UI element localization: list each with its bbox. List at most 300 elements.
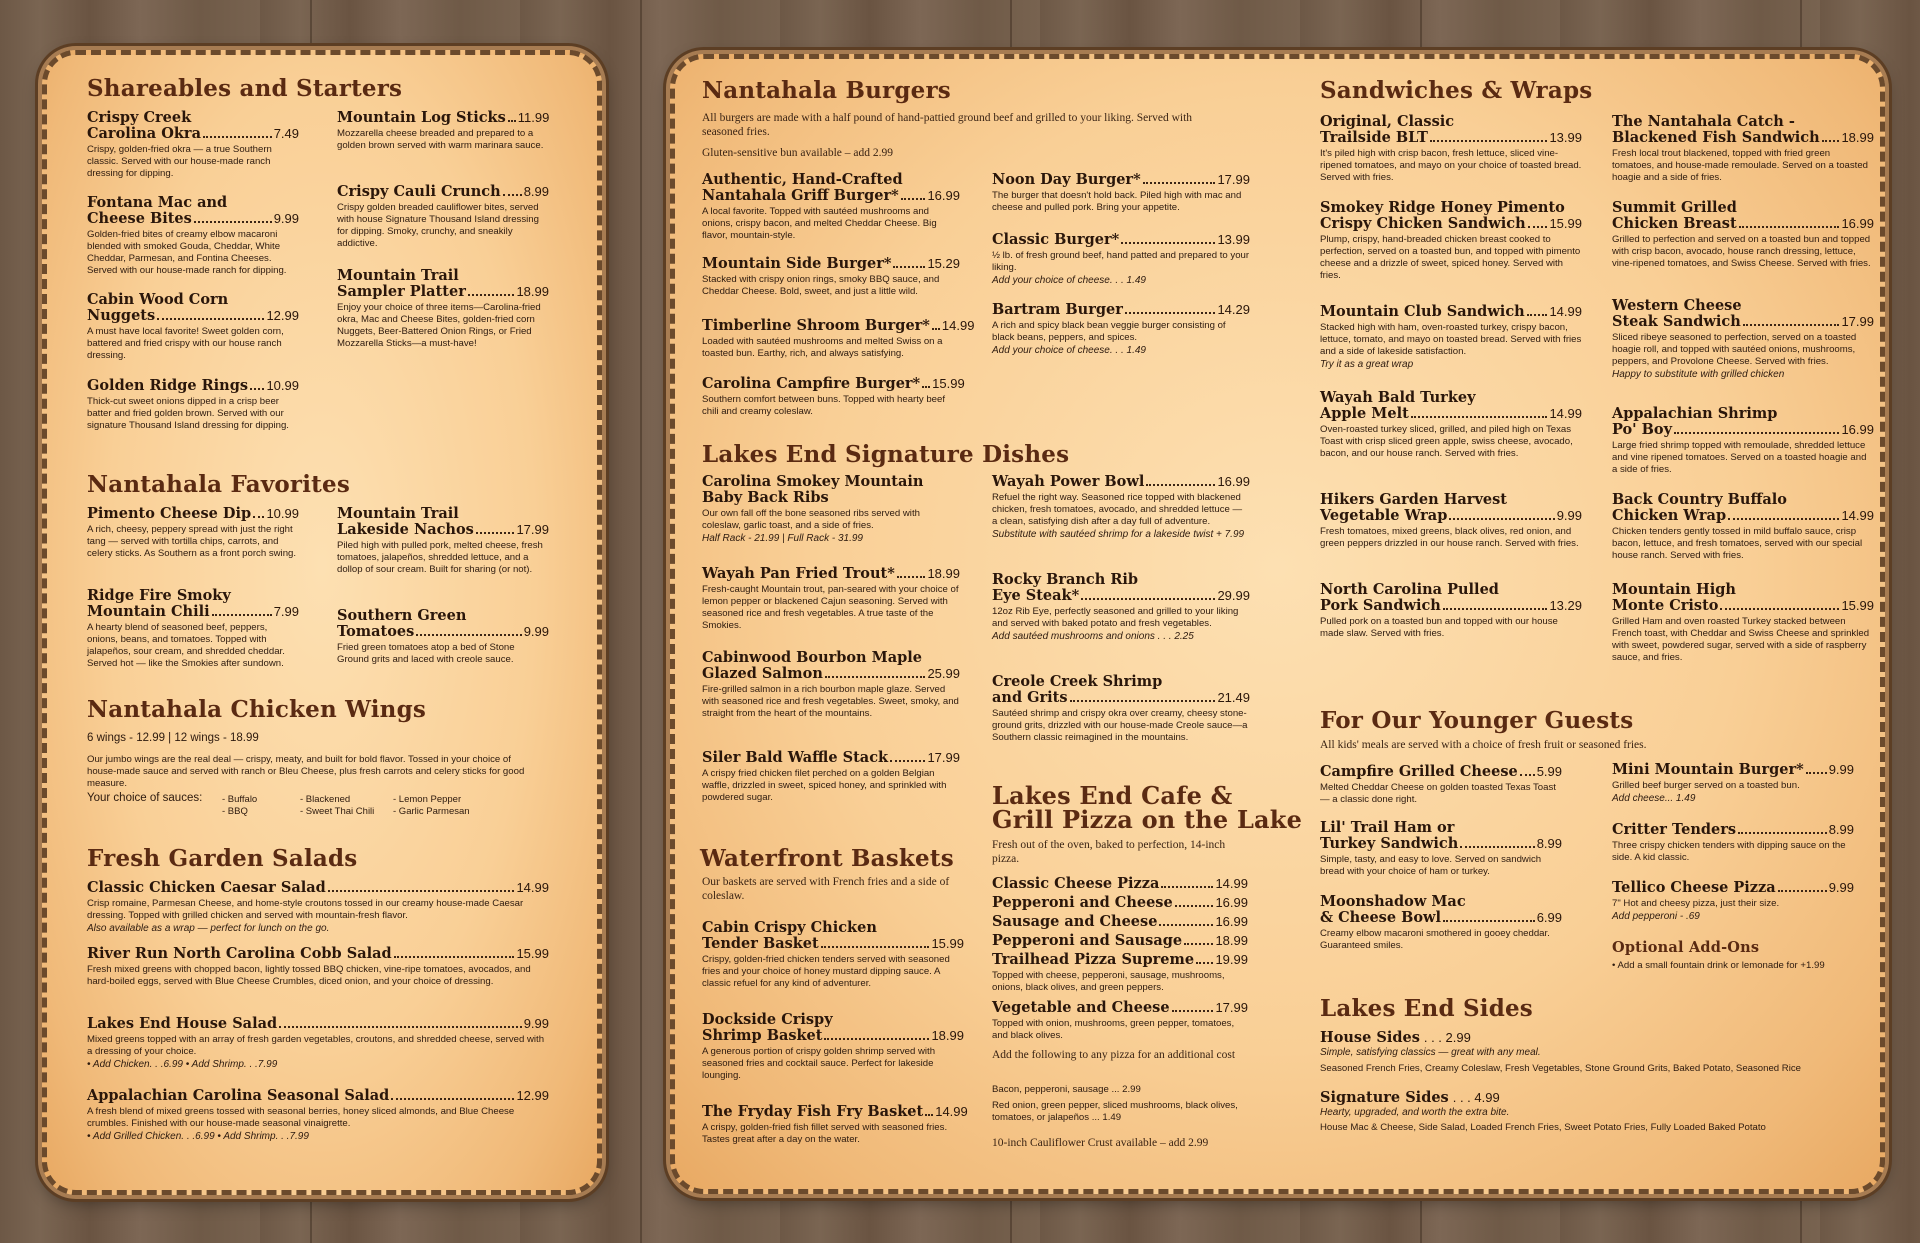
menu-item-shareable[interactable] (337, 268, 549, 350)
item-name-line (702, 474, 960, 490)
item-name: Vegetable Wrap (1320, 507, 1448, 524)
item-price: 16.99 (1215, 895, 1248, 910)
item-name-row (87, 604, 299, 620)
item-name: Baby Back Ribs (702, 489, 829, 506)
section-title-kids: For Our Younger Guests (1320, 707, 1634, 734)
burgers-intro: All burgers are made with a half pound of hand-pattied ground beef and grilled to your liking. Served with seasoned fries. (702, 112, 1193, 138)
item-name-line (1320, 894, 1562, 910)
leader-dots (1449, 518, 1554, 520)
menu-item-burger[interactable] (992, 232, 1250, 286)
item-price: 9.99 (1828, 880, 1854, 895)
item-name: Cabin Crispy Chicken (702, 919, 877, 936)
leader-dots (391, 1098, 514, 1100)
item-name-row (87, 378, 299, 394)
item-name: North Carolina Pulled (1320, 581, 1499, 598)
item-price: 17.99 (1841, 314, 1874, 329)
menu-item-shareable[interactable] (87, 378, 299, 432)
item-name: Trailside BLT (1320, 129, 1428, 146)
menu-item-pizza[interactable] (992, 952, 1248, 994)
menu-item-pizza[interactable] (992, 933, 1248, 949)
item-name: Classic Burger* (992, 231, 1120, 248)
item-price: 17.99 (516, 522, 549, 537)
leader-dots (1778, 890, 1827, 892)
item-name-row (1612, 130, 1874, 146)
section-title-wings: Nantahala Chicken Wings (87, 696, 427, 723)
item-name-line (337, 268, 549, 284)
item-name: Ridge Fire Smoky (87, 587, 231, 604)
leader-dots (1528, 226, 1548, 228)
item-price: 18.99 (927, 566, 960, 581)
item-description: Pulled pork on a toasted bun and topped with our house made slaw. Served with fries. (1320, 616, 1558, 639)
item-name: Noon Day Burger* (992, 171, 1141, 188)
item-description: It's piled high with crisp bacon, fresh lettuce, sliced vine-ripened tomatoes, and mayo on your choice of toasted bread. Served with fries. (1320, 148, 1582, 183)
item-price: 21.49 (1217, 690, 1250, 705)
item-description: Fresh-caught Mountain trout, pan-seared with your choice of lemon pepper or blackened Cajun seasoning. Served with seasoned rice and fresh vegetables. A true taste of the Smokies. (702, 584, 959, 631)
item-price: 15.29 (927, 256, 960, 271)
item-name-row (87, 1016, 549, 1032)
item-price: 16.99 (1217, 474, 1250, 489)
section-title-signature: Lakes End Signature Dishes (702, 441, 1070, 468)
item-price: 14.99 (941, 318, 975, 333)
leader-dots (824, 1038, 929, 1040)
item-name: Cabin Wood Corn (87, 291, 229, 308)
leader-dots (503, 194, 522, 196)
leader-dots (1411, 416, 1548, 418)
baskets-intro: Our baskets are served with French fries and a side of coleslaw. (702, 876, 950, 902)
leader-dots (1443, 920, 1535, 922)
item-price: 17.99 (1215, 1000, 1248, 1015)
item-price: 14.99 (1215, 876, 1248, 891)
leader-dots (1728, 518, 1839, 520)
item-name: Bartram Burger (992, 301, 1123, 318)
item-name-row (1320, 764, 1562, 780)
item-price: 5.99 (1536, 764, 1562, 779)
wood-plank-line (640, 0, 642, 1243)
item-description: A fresh blend of mixed greens tossed with seasonal berries, honey sliced almonds, and Blue Cheese crumbles. Finished with our house-made seasonal vinaigrette. (87, 1106, 515, 1129)
item-description: A must have local favorite! Sweet golden corn, battered and fried crispy with our house ranch dressing. (87, 326, 284, 361)
item-note: • Add Grilled Chicken. . .6.99 • Add Shrimp. . .7.99 (87, 1131, 309, 1142)
item-price: 17.99 (927, 750, 960, 765)
leader-dots (1527, 314, 1548, 316)
pizza-add-veggie: Red onion, green pepper, sliced mushrooms, black olives, tomatoes, or jalapeños ... 1.49 (992, 1100, 1238, 1123)
item-note: Half Rack - 21.99 | Full Rack - 31.99 (702, 533, 863, 544)
item-price: 10.99 (266, 506, 299, 521)
item-price: 14.29 (1217, 302, 1250, 317)
item-name: Apple Melt (1320, 405, 1409, 422)
item-name: Western Cheese (1612, 297, 1742, 314)
item-price: 9.99 (1828, 762, 1854, 777)
item-name-row (1320, 130, 1582, 146)
item-name-line (1612, 492, 1874, 508)
item-name-row (992, 474, 1250, 490)
item-price: 8.99 (1828, 822, 1854, 837)
item-name: Mountain Trail (337, 267, 459, 284)
leader-dots (279, 1026, 522, 1028)
item-description: Three crispy chicken tenders with dipping sauce on the side. A kid classic. (1612, 840, 1846, 863)
item-name-row (87, 1088, 549, 1104)
item-name: Pepperoni and Cheese (992, 894, 1173, 911)
item-name: Carolina Smokey Mountain (702, 473, 924, 490)
menu-item-salad[interactable] (87, 946, 549, 988)
menu-item-sandwich[interactable] (1612, 492, 1874, 562)
leader-dots (1460, 846, 1534, 848)
leader-dots (897, 576, 926, 578)
item-description: Plump, crispy, hand-breaded chicken breast cooked to perfection, served on a toasted bun, and topped with pimento cheese and a drizzle of sweet, spiced honey. Served with fries. (1320, 234, 1581, 281)
leader-dots (901, 198, 926, 200)
item-price: 18.99 (1215, 933, 1248, 948)
item-description: A rich, cheesy, peppery spread with just the right tang — served with tortilla chips, carrots, and celery sticks. As Southern as a front porch swing. (87, 524, 297, 559)
item-price: 6.99 (1536, 910, 1562, 925)
menu-item-salad[interactable] (87, 880, 549, 934)
item-name: Nuggets (87, 307, 156, 324)
item-name: Hikers Garden Harvest (1320, 491, 1507, 508)
item-name: Pimento Cheese Dip (87, 505, 252, 522)
item-price: 18.99 (516, 284, 549, 299)
menu-item-sandwich[interactable] (1320, 200, 1582, 282)
item-name: Siler Bald Waffle Stack (702, 749, 889, 766)
item-price: 14.99 (516, 880, 549, 895)
item-name: Appalachian Carolina Seasonal Salad (87, 1087, 390, 1104)
item-name-row (87, 880, 549, 896)
item-name-row (87, 211, 299, 227)
item-description: Topped with onion, mushrooms, green pepper, tomatoes, and black olives. (992, 1018, 1235, 1041)
item-price: 15.99 (516, 946, 549, 961)
leader-dots (1146, 484, 1215, 486)
item-price: 13.99 (1549, 130, 1582, 145)
leader-dots (212, 614, 272, 616)
item-price: 14.99 (935, 1104, 968, 1119)
menu-item-basket[interactable] (702, 1012, 964, 1082)
item-name: Dockside Crispy (702, 1011, 833, 1028)
item-name: Mountain Log Sticks (337, 109, 506, 126)
item-name-line (1320, 492, 1582, 508)
item-name: Mountain Trail (337, 505, 459, 522)
item-price: 15.99 (932, 376, 965, 391)
item-name-row (1612, 822, 1854, 838)
menu-item-basket[interactable] (702, 920, 964, 990)
item-name: Tellico Cheese Pizza (1612, 879, 1776, 896)
item-description: Grilled Ham and oven roasted Turkey stacked between French toast, with Cheddar and Swiss Cheese and sprinkled with sweet, powdered sugar, served with a side of raspberry sauce, and fries. (1612, 616, 1870, 663)
item-name: Wayah Bald Turkey (1320, 389, 1476, 406)
item-name-line (87, 110, 299, 126)
leader-dots (1196, 962, 1213, 964)
item-name: Golden Ridge Rings (87, 377, 249, 394)
item-name: Turkey Sandwich (1320, 835, 1459, 852)
leader-dots (250, 388, 264, 390)
menu-item-shareable[interactable] (87, 110, 299, 180)
menu-item-favorite[interactable] (337, 608, 549, 666)
menu-item-kids[interactable] (1320, 764, 1562, 806)
item-name-row (702, 666, 960, 682)
menu-item-kids[interactable] (1612, 822, 1854, 864)
item-name-line (992, 572, 1250, 588)
menu-item-signature[interactable] (992, 572, 1250, 642)
item-name: Lakeside Nachos (337, 521, 474, 538)
menu-item-basket[interactable] (702, 1103, 968, 1146)
item-note: • Add Chicken. . .6.99 • Add Shrimp. . .7.99 (87, 1059, 278, 1070)
menu-item-burger[interactable] (702, 172, 960, 242)
menu-item-kids[interactable] (1612, 762, 1854, 804)
item-note: Add pepperoni - .69 (1612, 911, 1700, 922)
leader-dots (890, 760, 925, 762)
item-description: Crisp romaine, Parmesan Cheese, and home-style croutons tossed in our creamy house-made Caesar dressing. Topped with grilled chicken and served with mountain-fresh flavor. (87, 898, 524, 921)
item-name: Creole Creek Shrimp (992, 673, 1163, 690)
leader-dots (932, 328, 940, 330)
item-name-row (992, 952, 1248, 968)
menu-item-sandwich[interactable] (1320, 390, 1582, 460)
item-price: 16.99 (1841, 422, 1874, 437)
item-name-row (702, 750, 960, 766)
item-name-line (702, 172, 960, 188)
item-name: The Nantahala Catch - (1612, 113, 1795, 130)
leader-dots (1121, 242, 1215, 244)
item-name-row (702, 375, 965, 392)
leader-dots (1172, 1010, 1214, 1012)
item-name-row (337, 184, 549, 200)
menu-item-kids[interactable] (1320, 820, 1562, 878)
menu-item-burger[interactable] (992, 302, 1250, 356)
item-name-row (1612, 216, 1874, 232)
item-price: 18.99 (1841, 130, 1874, 145)
item-name-row (337, 522, 549, 538)
item-name-row (1320, 508, 1582, 524)
menu-item-shareable[interactable] (87, 195, 299, 277)
item-name: Timberline Shroom Burger* (702, 317, 930, 334)
item-description: ½ lb. of fresh ground beef, hand patted and prepared to your liking. (992, 250, 1250, 273)
pizza-intro: Fresh out of the oven, baked to perfection, 14-inch pizza. (992, 839, 1226, 865)
section-title-pizza: Grill Pizza on the Lake (992, 805, 1303, 834)
menu-item-sandwich[interactable] (1320, 114, 1582, 184)
item-name: Sampler Platter (337, 283, 466, 300)
sauce-list: - Lemon Pepper - Garlic Parmesan (393, 794, 470, 817)
item-note: Happy to substitute with grilled chicken (1612, 369, 1785, 380)
pizza-add-meat: Bacon, pepperoni, sausage ... 2.99 (992, 1084, 1141, 1095)
menu-item-sandwich[interactable] (1320, 304, 1582, 370)
item-name-row (992, 933, 1248, 949)
item-price: 15.99 (931, 936, 964, 951)
item-name: and Grits (992, 689, 1068, 706)
menu-item-pizza[interactable] (992, 1000, 1248, 1042)
item-name-line (1320, 114, 1582, 130)
item-name-line (1320, 582, 1582, 598)
menu-item-burger[interactable] (992, 172, 1250, 214)
menu-item-signature[interactable] (702, 566, 960, 632)
menu-item-signature[interactable] (992, 474, 1250, 540)
item-description: Southern comfort between buns. Topped with hearty beef chili and creamy coleslaw. (702, 394, 946, 417)
menu-item-salad[interactable] (87, 1016, 549, 1070)
item-name: Trailhead Pizza Supreme (992, 951, 1195, 968)
leader-dots (1520, 774, 1535, 776)
leader-dots (1738, 832, 1827, 834)
item-name: Back Country Buffalo (1612, 491, 1787, 508)
item-name-row (1320, 304, 1582, 320)
section-title-salads: Fresh Garden Salads (87, 845, 358, 872)
item-name-row (1320, 406, 1582, 422)
item-name: Summit Grilled (1612, 199, 1737, 216)
menu-item-shareable[interactable] (337, 184, 549, 250)
menu-item-burger[interactable] (702, 256, 960, 298)
item-name: Moonshadow Mac (1320, 893, 1466, 910)
item-name-row (702, 936, 964, 952)
item-name-row (1612, 598, 1874, 614)
item-name-line (702, 920, 964, 936)
item-note: Try it as a great wrap (1320, 359, 1414, 370)
item-name: Cheese Bites (87, 210, 192, 227)
item-price: 16.99 (1215, 914, 1248, 929)
menu-item-signature[interactable] (702, 750, 960, 804)
menu-item-burger[interactable] (702, 375, 965, 418)
item-name-row (87, 506, 299, 522)
pizza-add-title: Add the following to any pizza for an additional cost (992, 1049, 1236, 1061)
menu-item-signature[interactable] (992, 674, 1250, 744)
item-name: Lil' Trail Ham or (1320, 819, 1455, 836)
item-description: Grilled beef burger served on a toasted bun. (1612, 780, 1800, 791)
pizza-crust-note: 10-inch Cauliflower Crust available – add 2.99 (992, 1137, 1209, 1149)
menu-item-favorite[interactable] (87, 588, 299, 670)
section-title-pizza: Lakes End Cafe & (992, 781, 1233, 810)
leader-dots (922, 386, 930, 388)
leader-dots (1159, 924, 1213, 926)
item-price: 7.99 (273, 604, 299, 619)
menu-item-burger[interactable] (702, 317, 975, 360)
menu-item-sandwich[interactable] (1320, 492, 1582, 550)
item-description: Refuel the right way. Seasoned rice topped with blackened chicken, fresh tomatoes, avocado, and shredded lettuce — a clean, satisfying dish after a day full of adventure. (992, 492, 1243, 527)
menu-item-shareable[interactable] (87, 292, 299, 362)
item-price: 9.99 (273, 211, 299, 226)
leader-dots (1430, 140, 1548, 142)
item-name-line (702, 1012, 964, 1028)
menu-item-salad[interactable] (87, 1088, 549, 1142)
item-price: . . . 4.99 (1452, 1090, 1500, 1105)
item-name-line (702, 650, 960, 666)
item-price: 15.99 (1841, 598, 1874, 613)
menu-item-pizza[interactable] (992, 914, 1248, 930)
item-name-row (702, 490, 960, 506)
item-name: Crispy Creek (87, 109, 192, 126)
menu-item-signature[interactable] (702, 650, 960, 720)
item-name-row (992, 876, 1248, 892)
item-name: & Cheese Bowl (1320, 909, 1442, 926)
item-name-line (992, 674, 1250, 690)
menu-item-signature[interactable] (702, 474, 960, 544)
sauce-list: - Blackened - Sweet Thai Chili (300, 794, 375, 817)
item-name-row (1612, 880, 1854, 896)
menu-item-sandwich[interactable] (1612, 114, 1874, 184)
item-price: 19.99 (1215, 952, 1248, 967)
item-description: Chicken tenders gently tossed in mild buffalo sauce, crisp bacon, lettuce, and fresh tomatoes, served with our special house ranch. Served with fries. (1612, 526, 1863, 561)
item-note: Also available as a wrap — perfect for lunch on the go. (87, 923, 330, 934)
section-title-favorites: Nantahala Favorites (87, 471, 350, 498)
item-name-row (337, 284, 549, 300)
item-description: A rich and spicy black bean veggie burger consisting of black beans, peppers, and spices. (992, 320, 1226, 343)
item-name: Lakes End House Salad (87, 1015, 278, 1032)
item-description: Golden-fried bites of creamy elbow macaroni blended with smoked Gouda, Cheddar, White Cheddar, Parmesan, and Fontina Cheeses. Served with our house-made ranch for dipping. (87, 229, 287, 276)
item-name-line (1320, 820, 1562, 836)
item-name: Carolina Campfire Burger* (702, 375, 921, 392)
item-name: Tomatoes (337, 623, 415, 640)
item-price: 16.99 (927, 188, 960, 203)
menu-item-kids[interactable] (1320, 894, 1562, 952)
item-note: Add sautéed mushrooms and onions . . . 2.25 (992, 631, 1194, 642)
item-name: Blackened Fish Sandwich (1612, 129, 1820, 146)
leader-dots (1143, 182, 1216, 184)
item-description: Fresh local trout blackened, topped with fried green tomatoes, and house-made remoulade. Served on a toasted hoagie and a side of fries. (1612, 148, 1868, 183)
item-description: Mozzarella cheese breaded and prepared to a golden brown served with warm marinara sauce. (337, 128, 544, 151)
item-name-row (992, 302, 1250, 318)
item-note: Add your choice of cheese. . . 1.49 (992, 275, 1146, 286)
leader-dots (1806, 772, 1827, 774)
menu-item-sandwich[interactable] (1320, 582, 1582, 640)
menu-item-sandwich[interactable] (1612, 582, 1874, 664)
menu-item-signature-sides[interactable] (1320, 1090, 1840, 1134)
item-note: Substitute with sautéed shrimp for a lakeside twist + 7.99 (992, 529, 1245, 540)
menu-item-sandwich[interactable] (1612, 406, 1874, 476)
menu-item-favorite[interactable] (87, 506, 299, 560)
item-name-row (1612, 314, 1874, 330)
item-name-row (992, 914, 1248, 930)
menu-item-shareable[interactable] (337, 110, 549, 152)
item-price: 17.99 (1217, 172, 1250, 187)
menu-item-house-sides[interactable] (1320, 1030, 1840, 1075)
item-name: Steak Sandwich (1612, 313, 1741, 330)
item-name-row (992, 895, 1248, 911)
item-name-line (337, 506, 549, 522)
menu-item-pizza[interactable] (992, 876, 1248, 892)
item-description: 12oz Rib Eye, perfectly seasoned and grilled to your liking and served with baked potato and fresh vegetables. (992, 606, 1239, 629)
addons-text: • Add a small fountain drink or lemonade for +1.99 (1612, 960, 1825, 971)
item-name: Fontana Mac and (87, 194, 228, 211)
item-name-line (1320, 200, 1582, 216)
item-name: Original, Classic (1320, 113, 1455, 130)
item-name: Classic Cheese Pizza (992, 875, 1160, 892)
item-name-row (1320, 1090, 1840, 1106)
item-name-row (1320, 836, 1562, 852)
addons-title: Optional Add-Ons (1612, 939, 1760, 956)
item-price: 9.99 (523, 624, 549, 639)
section-title-shareables: Shareables and Starters (87, 75, 403, 102)
sauce-list: - Buffalo - BBQ (222, 794, 258, 817)
item-description: Our own fall off the bone seasoned ribs served with coleslaw, garlic toast, and a side of fries. (702, 508, 920, 531)
item-description: Crispy, golden-fried okra — a true Southern classic. Served with our house-made ranch dressing for dipping. (87, 144, 272, 179)
item-price: 14.99 (1549, 304, 1582, 319)
item-note: Hearty, upgraded, and worth the extra bite. (1320, 1107, 1510, 1118)
item-name: Carolina Okra (87, 125, 201, 142)
leader-dots (194, 221, 272, 223)
item-description: Fire-grilled salmon in a rich bourbon maple glaze. Served with seasoned rice and fresh vegetables. Sweet, smoky, and straight from the heart of the mountains. (702, 684, 959, 719)
item-name-line (337, 608, 549, 624)
item-name-row (337, 624, 549, 640)
item-name-line (1612, 582, 1874, 598)
item-name: Po' Boy (1612, 421, 1673, 438)
item-price: 9.99 (1556, 508, 1582, 523)
menu-item-kids[interactable] (1612, 880, 1854, 922)
item-name: Tender Basket (702, 935, 819, 952)
item-description: Large fried shrimp topped with remoulade, shredded lettuce and vine ripened tomatoes. Served on a toasted hoagie and a side of fries. (1612, 440, 1867, 475)
leader-dots (468, 294, 515, 296)
item-description: Stacked with crispy onion rings, smoky BBQ sauce, and Cheddar Cheese. Bold, sweet, and just a little wild. (702, 274, 940, 297)
menu-item-sandwich[interactable] (1612, 200, 1874, 270)
menu-item-sandwich[interactable] (1612, 298, 1874, 380)
item-name: Shrimp Basket (702, 1027, 823, 1044)
section-title-sandwiches: Sandwiches & Wraps (1320, 77, 1593, 104)
item-name-row (992, 232, 1250, 248)
item-description: Thick-cut sweet onions dipped in a crisp beer batter and fried golden brown. Served with our signature Thousand Island dressing for dipping. (87, 396, 289, 431)
menu-item-favorite[interactable] (337, 506, 549, 576)
item-note: Simple, satisfying classics — great with any meal. (1320, 1047, 1541, 1058)
item-name-row (992, 172, 1250, 188)
menu-item-pizza[interactable] (992, 895, 1248, 911)
item-description: Grilled to perfection and served on a toasted bun and topped with crisp bacon, avocado, house ranch dressing, lettuce, vine-ripened tomatoes, and Swiss Cheese. Served with fries. (1612, 234, 1871, 269)
